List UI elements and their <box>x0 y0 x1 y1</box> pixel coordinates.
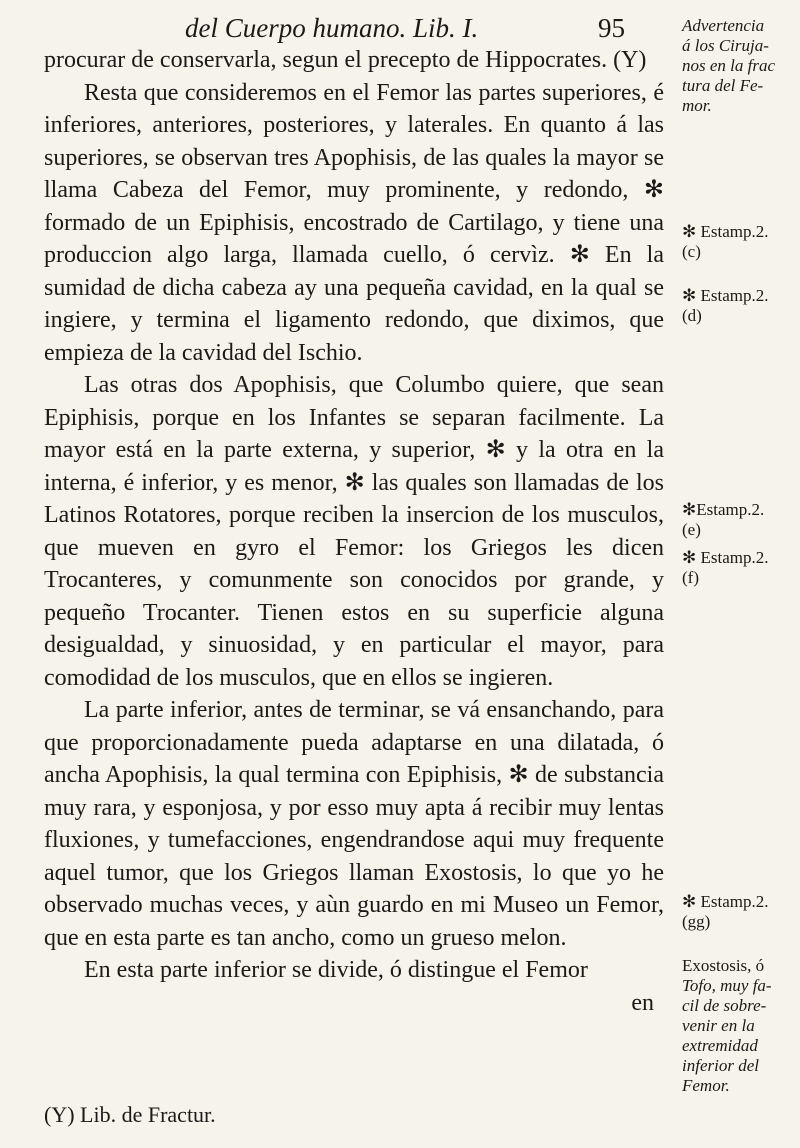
margin-line: ✻Estamp.2. <box>682 500 765 519</box>
margin-line: (e) <box>682 520 701 539</box>
margin-line: Femor. <box>682 1076 730 1095</box>
paragraph-4: La parte inferior, antes de terminar, se vá ensanchando, para que proporcionadamente pueda adaptarse en una dilatada, ó ancha Apophisis, la qual termina con Epiphisis, ✻ de substancia muy rara, y esponjosa, y por esso muy apta á recibir muy lentas fluxiones, y tumefacciones, engendrandose aqui muy frequente aquel tumor, que los Griegos llaman Exostosis, lo que yo he observado muchas veces, y aùn guardo en mi Museo un Femor, que en esta parte es tan ancho, como un grueso melon. <box>44 697 664 951</box>
margin-note-estamp-f <box>682 548 798 588</box>
margin-line: (f) <box>682 568 699 587</box>
margin-line: (c) <box>682 242 701 261</box>
margin-line: extremidad <box>682 1036 758 1055</box>
margin-line: ✻ Estamp.2. <box>682 892 769 911</box>
margin-note-estamp-e <box>682 500 798 540</box>
paragraph-5: En esta parte inferior se divide, ó distingue el Femor <box>84 957 588 983</box>
margin-line: nos en la frac <box>682 56 776 75</box>
margin-line: á los Ciruja- <box>682 36 769 55</box>
margin-note-estamp-g <box>682 892 798 932</box>
margin-line: inferior del <box>682 1056 759 1075</box>
margin-line: (gg) <box>682 912 711 931</box>
paragraph-3: Las otras dos Apophisis, que Columbo quiere, que sean Epiphisis, porque en los Infantes se separan facilmente. La mayor está en la parte externa, y superior, ✻ y la otra en la interna, é inferior, y es menor, ✻ las quales son llamadas de los Latinos Rotatores, porque reciben la insercion de los musculos, que mueven en gyro el Femor: los Griegos les dicen Trocanteres, y comunmente son conocidos por grande, y pequeño Trocanter. Tienen estos en su superficie alguna desigualdad, y sinuosidad, y en particular el mayor, para comodidad de los musculos, que en ellos se ingieren. <box>44 372 664 691</box>
margin-note-estamp-d <box>682 286 798 326</box>
margin-line: ✻ Estamp.2. <box>682 222 769 241</box>
margin-line: mor. <box>682 96 712 115</box>
paragraph-1: procurar de conservarla, segun el precepto de Hippocrates. (Y) <box>44 47 647 73</box>
margin-line: venir en la <box>682 1016 755 1035</box>
margin-line: Advertencia <box>682 16 765 35</box>
footnote: (Y) Lib. de Fractur. <box>44 1102 216 1127</box>
margin-line: tura del Fe- <box>682 76 764 95</box>
margin-line: Tofo, muy fa- <box>682 976 772 995</box>
page-header <box>185 10 625 46</box>
margin-line: ✻ Estamp.2. <box>682 548 769 567</box>
margin-note-exostosis <box>682 956 798 1096</box>
margin-line: (d) <box>682 306 702 325</box>
margin-note-advertencia <box>682 16 798 116</box>
running-title: del Cuerpo humano. Lib. I. <box>185 13 479 43</box>
main-text <box>44 44 664 1019</box>
catchword: en <box>631 989 654 1016</box>
page-number: 95 <box>598 13 625 43</box>
margin-line: Exostosis, ó <box>682 956 765 975</box>
margin-note-estamp-c <box>682 222 798 262</box>
margin-line: ✻ Estamp.2. <box>682 286 769 305</box>
margin-line: cil de sobre- <box>682 996 767 1015</box>
paragraph-2: Resta que consideremos en el Femor las partes superiores, é inferiores, anteriores, posteriores, y laterales. En quanto á las superiores, se observan tres Apophisis, de las quales la mayor se llama Cabeza del Femor, muy prominente, y redondo, ✻ formado de un Epiphisis, encostrado de Cartilago, y tiene una produccion algo larga, llamada cuello, ó cervìz. ✻ En la sumidad de dicha cabeza ay una pequeña cavidad, en la qual se ingiere, y termina el ligamento redondo, que diximos, que empieza de la cavidad del Ischio. <box>44 79 664 366</box>
